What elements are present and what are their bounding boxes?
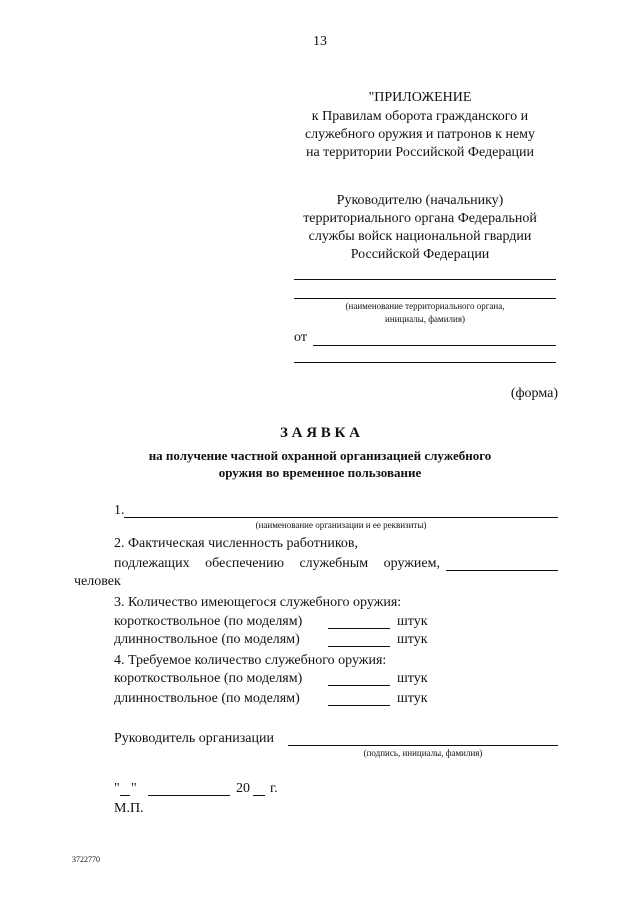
item4-title: 4. Требуемое количество служебного оружия: bbox=[114, 653, 387, 668]
form-label: (форма) bbox=[510, 386, 558, 401]
organization-blank-line bbox=[124, 517, 558, 518]
item3-long-label: длинноствольное (по моделям) bbox=[114, 632, 300, 647]
item4-short-unit: штук bbox=[397, 671, 428, 686]
from-label: от bbox=[294, 330, 307, 345]
date-year-prefix: 20 bbox=[236, 781, 250, 796]
signature-blank-line bbox=[288, 745, 558, 746]
item2-line1: 2. Фактическая численность работников, bbox=[114, 536, 359, 551]
document-title: З А Я В К А bbox=[279, 425, 361, 441]
appendix-title: "ПРИЛОЖЕНИЕ bbox=[368, 90, 472, 105]
signature-label: Руководитель организации bbox=[114, 731, 274, 746]
item3-short-unit: штук bbox=[397, 614, 428, 629]
item1-caption: (наименование организации и ее реквизиты) bbox=[255, 520, 427, 530]
item4-long-label: длинноствольное (по моделям) bbox=[114, 691, 300, 706]
appendix-line: к Правилам оборота гражданского и bbox=[311, 109, 529, 124]
item3-short-blank bbox=[328, 628, 390, 629]
date-quote-open: " bbox=[114, 781, 120, 796]
date-year-suffix: г. bbox=[270, 781, 278, 796]
item3-long-blank bbox=[328, 646, 390, 647]
page-number: 13 bbox=[313, 34, 327, 49]
appendix-line: служебного оружия и патронов к нему bbox=[304, 127, 536, 142]
from-blank-line bbox=[313, 345, 556, 346]
appendix-line: на территории Российской Федерации bbox=[305, 145, 535, 160]
addressee-caption: инициалы, фамилия) bbox=[385, 314, 465, 324]
item3-short-label: короткоствольное (по моделям) bbox=[114, 614, 303, 629]
addressee-line: Российской Федерации bbox=[350, 247, 490, 262]
signature-caption: (подпись, инициалы, фамилия) bbox=[363, 748, 483, 758]
document-subtitle: на получение частной охранной организацией служебного bbox=[148, 448, 492, 463]
addressee-line: территориального органа Федеральной bbox=[303, 211, 537, 226]
item2-unit: человек bbox=[74, 574, 121, 589]
item4-short-blank bbox=[328, 685, 390, 686]
item3-long-unit: штук bbox=[397, 632, 428, 647]
addressee-line: службы войск национальной гвардии bbox=[308, 229, 532, 244]
from-blank-line bbox=[294, 362, 556, 363]
addressee-line: Руководителю (начальнику) bbox=[336, 193, 504, 208]
item4-long-unit: штук bbox=[397, 691, 428, 706]
item3-title: 3. Количество имеющегося служебного оружия: bbox=[114, 595, 402, 610]
date-day-blank bbox=[120, 795, 130, 796]
item2-line2: подлежащих обеспечению служебным оружием, bbox=[114, 556, 440, 571]
stamp-label: М.П. bbox=[114, 801, 144, 816]
document-subtitle: оружия во временное пользование bbox=[218, 465, 422, 480]
date-quote-close: " bbox=[131, 781, 137, 796]
addressee-caption: (наименование территориального органа, bbox=[345, 301, 505, 311]
date-month-blank bbox=[148, 795, 230, 796]
item4-short-label: короткоствольное (по моделям) bbox=[114, 671, 303, 686]
addressee-blank-line bbox=[294, 298, 556, 299]
date-year-blank bbox=[253, 795, 265, 796]
addressee-blank-line bbox=[294, 279, 556, 280]
item4-long-blank bbox=[328, 705, 390, 706]
employee-count-blank bbox=[446, 570, 558, 571]
footer-code: 3722770 bbox=[72, 855, 100, 864]
item1-number: 1. bbox=[114, 503, 125, 518]
